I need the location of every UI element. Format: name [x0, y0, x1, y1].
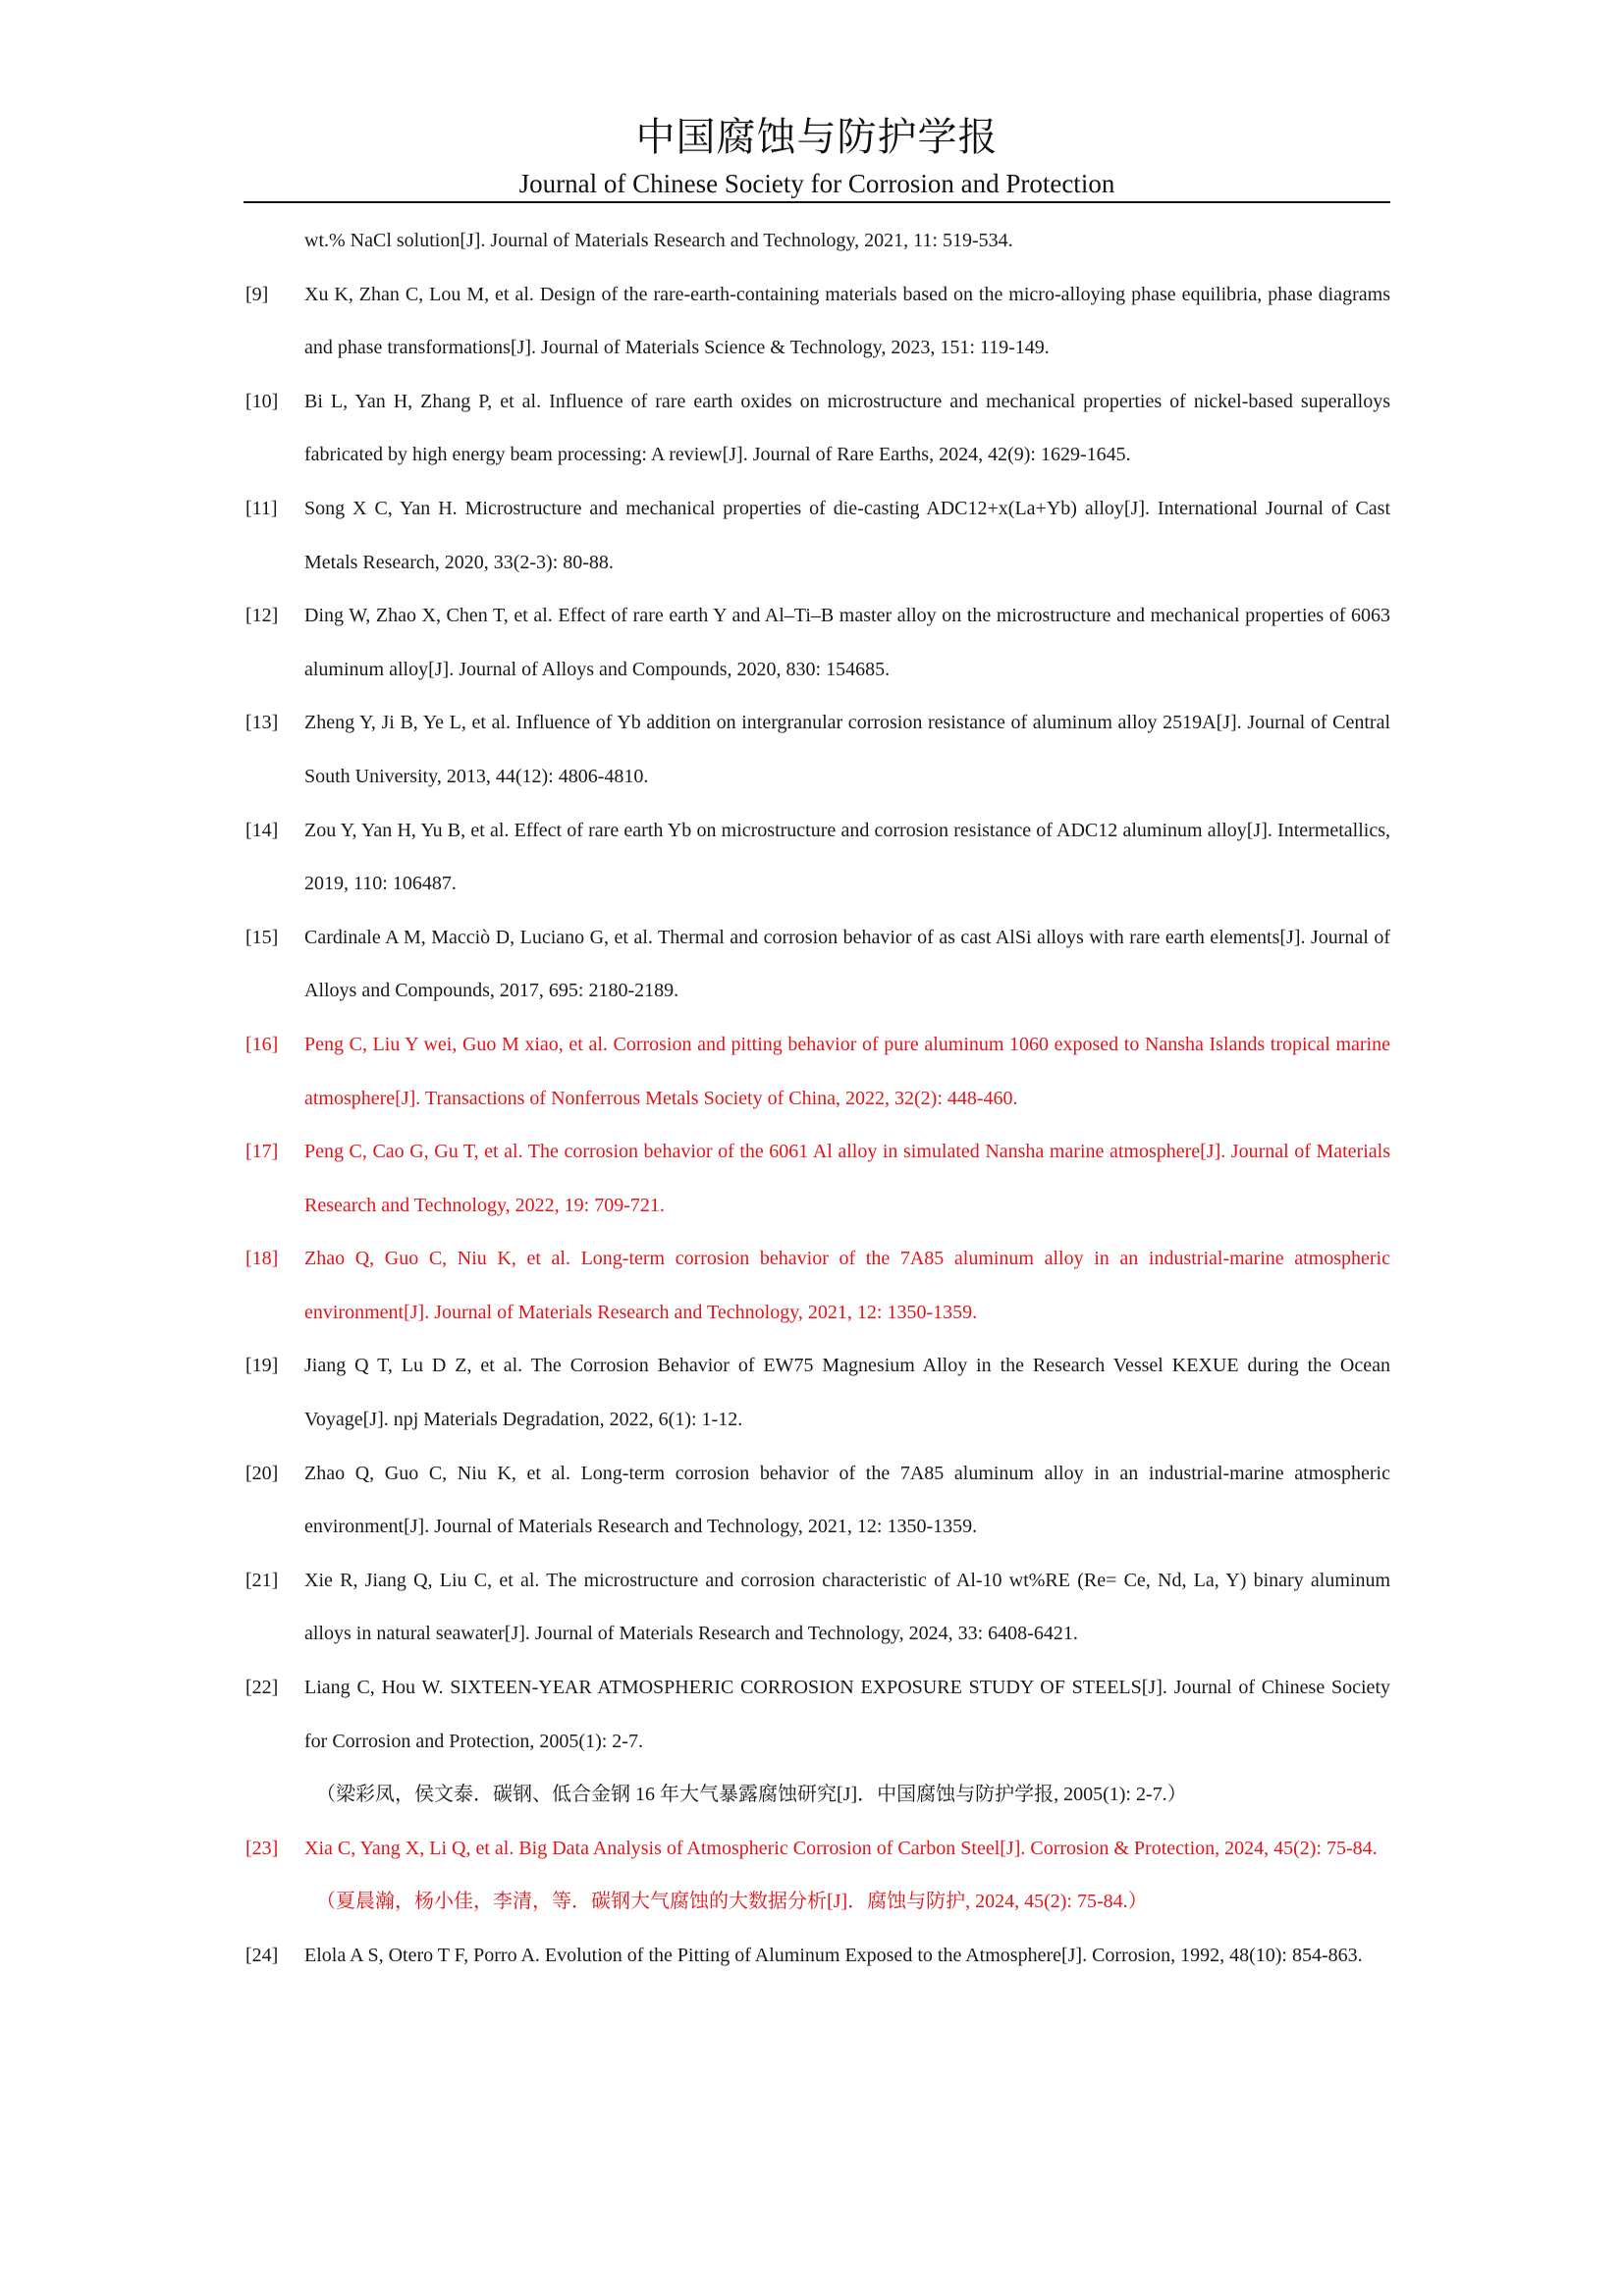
reference-item	[244, 804, 1390, 911]
header-divider	[244, 201, 1390, 203]
reference-text-cn: （夏晨瀚，杨小佳，李清，等．碳钢大气腐蚀的大数据分析[J]．腐蚀与防护, 2024, 45(2): 75-84.）	[316, 1891, 1148, 1913]
page-header	[244, 110, 1390, 200]
reference-number: [16]	[245, 1033, 279, 1055]
reference-text: Elola A S, Otero T F, Porro A. Evolution of the Pitting of Aluminum Exposed to the Atmosphere[J]. Corrosion, 1992, 48(10): 854-863.	[304, 1945, 1363, 1966]
reference-item	[244, 696, 1390, 803]
reference-item	[244, 482, 1390, 589]
reference-number: [17]	[245, 1141, 279, 1163]
reference-item	[244, 1125, 1390, 1232]
reference-item	[244, 1339, 1390, 1446]
reference-text: wt.% NaCl solution[J]. Journal of Materials Research and Technology, 2021, 11: 519-534.	[304, 230, 1013, 251]
reference-number: [24]	[245, 1945, 279, 1966]
reference-number: [23]	[245, 1837, 279, 1859]
reference-text: Bi L, Yan H, Zhang P, et al. Influence of rare earth oxides on microstructure and mechanical properties of nickel-based superalloys fabricated by high energy beam processing: A review[J]. Journal of Rare Earths, 2024, 42(9): 1629-1645.	[304, 390, 1390, 466]
reference-item	[244, 1822, 1390, 1929]
reference-item	[244, 911, 1390, 1018]
reference-item	[244, 589, 1390, 696]
reference-number: [11]	[245, 497, 278, 519]
reference-text: Zou Y, Yan H, Yu B, et al. Effect of rare earth Yb on microstructure and corrosion resistance of ADC12 aluminum alloy[J]. Intermetallics, 2019, 110: 106487.	[304, 819, 1390, 895]
reference-number: [20]	[245, 1462, 279, 1484]
reference-text: Peng C, Cao G, Gu T, et al. The corrosion behavior of the 6061 Al alloy in simulated Nansha marine atmosphere[J]. Journal of Materials Research and Technology, 2022, 19: 709-721.	[304, 1141, 1390, 1216]
reference-number: [19]	[245, 1355, 279, 1377]
reference-list	[244, 214, 1390, 1983]
reference-number: [18]	[245, 1248, 279, 1270]
reference-text: Xu K, Zhan C, Lou M, et al. Design of the rare-earth-containing materials based on the micro-alloying phase equilibria, phase diagrams and phase transformations[J]. Journal of Materials Science & Technology, 2023, 151: 119-149.	[304, 283, 1390, 359]
reference-text: Zhao Q, Guo C, Niu K, et al. Long-term corrosion behavior of the 7A85 aluminum alloy in an industrial-marine atmospheric environment[J]. Journal of Materials Research and Technology, 2021, 12: 1350-1359.	[304, 1462, 1390, 1538]
reference-text: Zheng Y, Ji B, Ye L, et al. Influence of Yb addition on intergranular corrosion resistance of aluminum alloy 2519A[J]. Journal of Central South University, 2013, 44(12): 4806-4810.	[304, 712, 1390, 787]
reference-number: [10]	[245, 390, 279, 412]
reference-number: [22]	[245, 1677, 279, 1699]
reference-item	[244, 1554, 1390, 1661]
reference-continuation	[244, 214, 1390, 268]
journal-title-en: Journal of Chinese Society for Corrosion and Protection	[518, 169, 1115, 198]
reference-text: Peng C, Liu Y wei, Guo M xiao, et al. Corrosion and pitting behavior of pure aluminum 1060 exposed to Nansha Islands tropical marine atmosphere[J]. Transactions of Nonferrous Metals Society of China, 2022, 32(2): 448-460.	[304, 1033, 1390, 1109]
reference-number: [9]	[245, 283, 269, 305]
reference-number: [12]	[245, 605, 279, 627]
reference-item	[244, 1447, 1390, 1554]
reference-number: [13]	[245, 712, 279, 734]
reference-number: [15]	[245, 926, 279, 948]
reference-item	[244, 268, 1390, 375]
reference-number: [14]	[245, 819, 279, 841]
reference-text: Xia C, Yang X, Li Q, et al. Big Data Analysis of Atmospheric Corrosion of Carbon Steel[J]. Corrosion & Protection, 2024, 45(2): 75-84.	[304, 1837, 1378, 1859]
reference-item	[244, 375, 1390, 482]
reference-item	[244, 1018, 1390, 1125]
reference-text: Song X C, Yan H. Microstructure and mechanical properties of die-casting ADC12+x(La+Yb) alloy[J]. International Journal of Cast Metals Research, 2020, 33(2-3): 80-88.	[304, 497, 1390, 573]
journal-title-cn: 中国腐蚀与防护学报	[635, 115, 999, 159]
reference-item	[244, 1232, 1390, 1339]
reference-text: Cardinale A M, Macciò D, Luciano G, et al. Thermal and corrosion behavior of as cast AlSi alloys with rare earth elements[J]. Journal of Alloys and Compounds, 2017, 695: 2180-2189.	[304, 926, 1390, 1002]
reference-text: Zhao Q, Guo C, Niu K, et al. Long-term corrosion behavior of the 7A85 aluminum alloy in an industrial-marine atmospheric environment[J]. Journal of Materials Research and Technology, 2021, 12: 1350-1359.	[304, 1248, 1390, 1323]
reference-text: Liang C, Hou W. SIXTEEN-YEAR ATMOSPHERIC CORROSION EXPOSURE STUDY OF STEELS[J]. Journal of Chinese Society for Corrosion and Protection, 2005(1): 2-7.	[304, 1677, 1390, 1752]
reference-number: [21]	[245, 1569, 279, 1591]
reference-text: Ding W, Zhao X, Chen T, et al. Effect of rare earth Y and Al–Ti–B master alloy on the microstructure and mechanical properties of 6063 aluminum alloy[J]. Journal of Alloys and Compounds, 2020, 830: 154685.	[304, 605, 1390, 680]
reference-text: Xie R, Jiang Q, Liu C, et al. The microstructure and corrosion characteristic of Al-10 wt%RE (Re= Ce, Nd, La, Y) binary aluminum alloys in natural seawater[J]. Journal of Materials Research and Technology, 2024, 33: 6408-6421.	[304, 1569, 1390, 1645]
reference-text: Jiang Q T, Lu D Z, et al. The Corrosion Behavior of EW75 Magnesium Alloy in the Research Vessel KEXUE during the Ocean Voyage[J]. npj Materials Degradation, 2022, 6(1): 1-12.	[304, 1355, 1390, 1431]
reference-text-cn: （梁彩凤，侯文泰．碳钢、低合金钢 16 年大气暴露腐蚀研究[J]．中国腐蚀与防护学报, 2005(1): 2-7.）	[316, 1784, 1187, 1806]
reference-item	[244, 1661, 1390, 1822]
reference-item	[244, 1929, 1390, 1983]
